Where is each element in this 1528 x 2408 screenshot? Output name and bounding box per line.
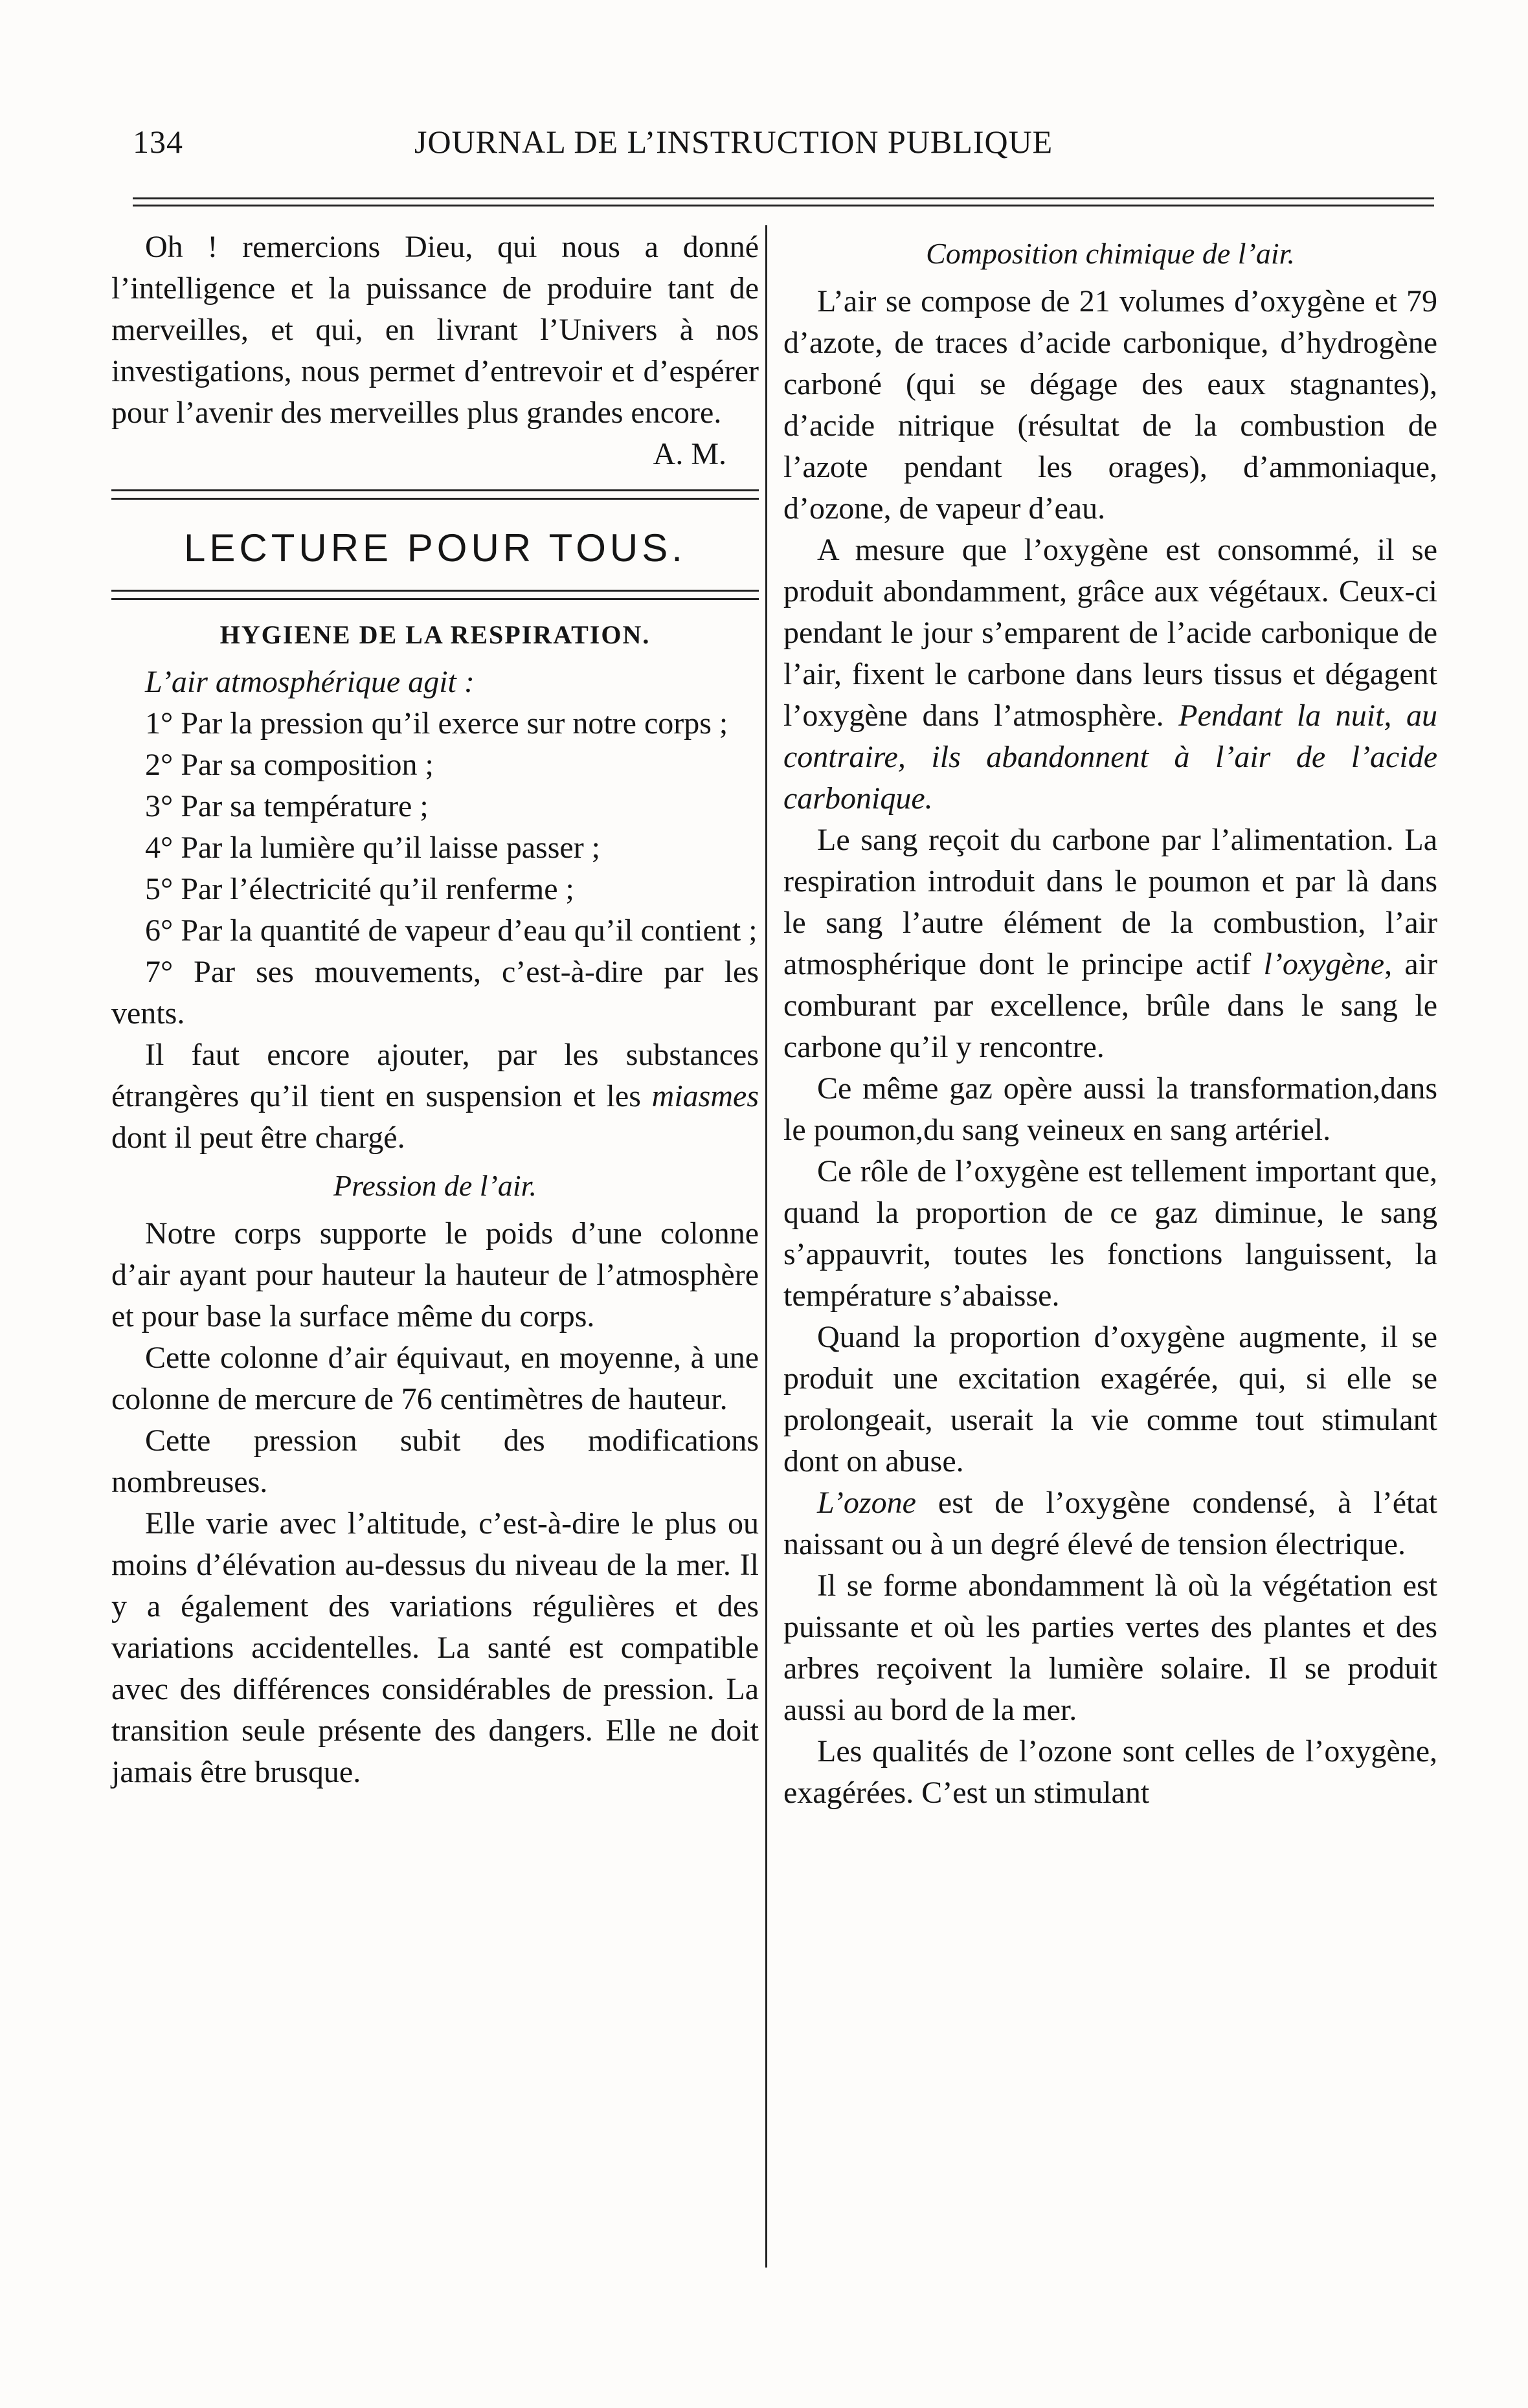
list-item: 3° Par sa température ; xyxy=(145,789,429,823)
left-column xyxy=(111,227,759,1793)
section-rule-top xyxy=(111,489,759,500)
paragraph: A mesure que l’oxygène est consommé, il se produit abondamment, grâce aux végétaux. Ceux-ci pendant le jour s’emparent de l’acide carbonique de l’air, fixent le carbone dans leurs tissus et dégagent l’oxygène dans l’atmosphère. Pendant la nuit, au contraire, ils abandonnent à l’air de l’acide carbonique. xyxy=(783,533,1438,816)
paragraph: Le sang reçoit du carbone par l’alimentation. La respiration introduit dans le poumon et par là dans le sang l’autre élément de la combustion, l’air atmosphérique dont le principe actif l’oxygène, air comburant par excellence, brûle dans le sang le carbone qu’il y rencontre. xyxy=(783,823,1438,1064)
running-header xyxy=(129,123,1431,168)
header-rule-bottom xyxy=(133,205,1434,206)
list-item: 5° Par l’électricité qu’il renferme ; xyxy=(145,872,574,906)
author-signature: A. M. xyxy=(653,437,726,471)
substances-paragraph: Il faut encore ajouter, par les substances étrangères qu’il tient en suspension et les miasmes dont il peut être chargé. xyxy=(111,1038,759,1155)
page-number: 134 xyxy=(133,124,183,160)
subhead-pression: Pression de l’air. xyxy=(333,1169,537,1202)
column-divider xyxy=(765,225,767,2268)
lead-line: L’air atmosphérique agit : xyxy=(145,665,475,699)
right-column xyxy=(783,227,1437,1814)
paragraph: Notre corps supporte le poids d’une colonne d’air ayant pour hauteur la hauteur de l’atmosphère et pour base la surface même du corps. xyxy=(111,1216,759,1333)
paragraph: Cette colonne d’air équivaut, en moyenne, à une colonne de mercure de 76 centimètres de hauteur. xyxy=(111,1341,759,1416)
paragraph: Ce rôle de l’oxygène est tellement important que, quand la proportion de ce gaz diminue, le sang s’appauvrit, toutes les fonctions languissent, la température s’abaisse. xyxy=(783,1154,1437,1313)
paragraph: Ce même gaz opère aussi la transformation,dans le poumon,du sang veineux en sang artériel. xyxy=(783,1071,1437,1147)
section-rule-bottom xyxy=(111,590,759,600)
paragraph: Quand la proportion d’oxygène augmente, il se produit une excitation exagérée, qui, si elle se prolongeait, userait la vie comme tout stimulant dont on abuse. xyxy=(783,1320,1437,1478)
subhead-composition: Composition chimique de l’air. xyxy=(926,237,1295,270)
paragraph: L’air se compose de 21 volumes d’oxygène et 79 d’azote, de traces d’acide carbonique, d’hydrogène carboné (qui se dégage des eaux stagnantes), d’acide nitrique (résultat de la combustion de l’azote pendant les orages), d’ammoniaque, d’ozone, de vapeur d’eau. xyxy=(783,284,1437,526)
list-item: 6° Par la quantité de vapeur d’eau qu’il contient ; xyxy=(145,913,758,948)
list-item: 1° Par la pression qu’il exerce sur notre corps ; xyxy=(145,706,728,741)
paragraph: Il se forme abondamment là où la végétation est puissante et où les parties vertes des plantes et des arbres reçoivent la lumière solaire. Il se produit aussi au bord de la mer. xyxy=(783,1568,1437,1727)
paragraph: Elle varie avec l’altitude, c’est-à-dire le plus ou moins d’élévation au-dessus du niveau de la mer. Il y a également des variations régulières et des variations accidentelles. La santé est compatible avec des différences considérables de pression. La transition seule présente des dangers. Elle ne doit jamais être brusque. xyxy=(111,1506,759,1789)
section-title: LECTURE POUR TOUS. xyxy=(184,526,686,570)
journal-title: JOURNAL DE L’INSTRUCTION PUBLIQUE xyxy=(414,124,1053,160)
list-item: 7° Par ses mouvements, c’est-à-dire par les vents. xyxy=(111,955,759,1031)
intro-paragraph: Oh ! remercions Dieu, qui nous a donné l’intelligence et la puissance de produire tant de merveilles, et qui, en livrant l’Univers à nos investigations, nous permet d’entrevoir et d’espérer pour l’avenir des merveilles plus grandes encore. xyxy=(111,230,759,430)
article-title: HYGIENE DE LA RESPIRATION. xyxy=(219,620,651,649)
paragraph: Cette pression subit des modifications nombreuses. xyxy=(111,1423,759,1499)
list-item: 2° Par sa composition ; xyxy=(145,748,434,782)
list-item: 4° Par la lumière qu’il laisse passer ; xyxy=(145,831,601,865)
paragraph: Les qualités de l’ozone sont celles de l’oxygène, exagérées. C’est un stimulant xyxy=(783,1734,1437,1810)
header-rule-top xyxy=(133,197,1434,199)
paragraph: L’ozone est de l’oxygène condensé, à l’état naissant ou à un degré élevé de tension électrique. xyxy=(783,1486,1437,1561)
